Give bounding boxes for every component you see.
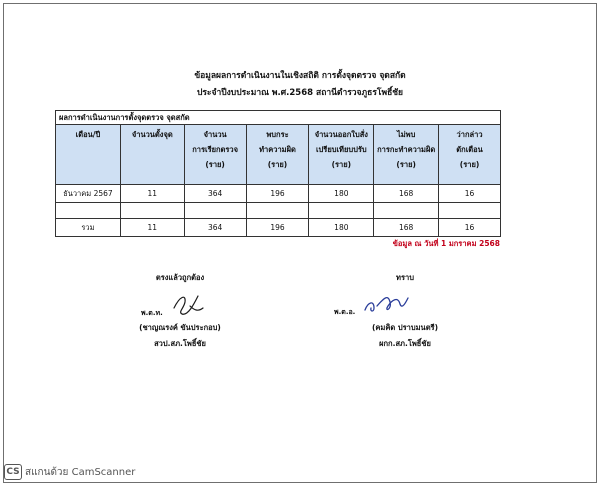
table-cell: 16 [439,185,501,203]
left-handwritten-signature [170,290,208,320]
right-signature-heading: ทราบ [396,273,414,282]
table-cell: 11 [120,219,184,237]
header-offenses-found: พบกระ ทำความผิด (ราย) [246,125,309,185]
table-cell: 168 [374,185,439,203]
table-cell: 196 [246,219,309,237]
table-cell: 180 [309,185,374,203]
table-caption-row [56,111,501,125]
table-empty-row [56,203,501,219]
table-cell: 364 [184,219,246,237]
table-row [56,185,501,203]
table-cell: 180 [309,219,374,237]
header-tickets-issued: จำนวนออกใบสั่ง เปรียบเทียบปรับ (ราย) [309,125,374,185]
right-signature-position: ผกก.สภ.โพธิ์ชัย [379,339,431,348]
camscanner-watermark: สแกนด้วย CamScanner [25,467,136,478]
camscanner-logo-icon: CS [4,464,22,480]
header-inspections: จำนวน การเรียกตรวจ (ราย) [184,125,246,185]
table-cell: 168 [374,219,439,237]
document-title: ข้อมูลผลการดำเนินงานในเชิงสถิติ การตั้งจุดตรวจ จุดสกัด [194,71,406,81]
left-signature-position: สวป.สภ.โพธิ์ชัย [154,339,206,348]
header-checkpoints: จำนวนตั้งจุด [120,125,184,185]
table-cell: ธันวาคม 2567 [56,185,121,203]
statistics-table [55,110,501,237]
table-caption: ผลการดำเนินงานการตั้งจุดตรวจ จุดสกัด [56,111,501,125]
table-cell: รวม [56,219,121,237]
right-signature-name: (คมคิด ปราบมนตรี) [371,323,439,332]
header-warnings: ว่ากล่าว ตักเตือน (ราย) [439,125,501,185]
data-as-of-note: ข้อมูล ณ วันที่ 1 มกราคม 2568 [392,239,500,248]
document-subtitle: ประจำปีงบประมาณ พ.ศ.2568 สถานีตำรวจภูธรโพธิ์ชัย [196,88,404,98]
right-signature-rank: พ.ต.อ. [334,308,356,316]
right-handwritten-signature [362,288,410,318]
table-header-row [56,125,501,185]
left-signature-heading: ตรงแล้วถูกต้อง [155,273,205,282]
table-cell: 196 [246,185,309,203]
table-cell: 364 [184,185,246,203]
header-month: เดือน/ปี [56,125,121,185]
left-signature-name: (ชาญณรงค์ ขันประกอบ) [139,323,221,332]
table-total-row [56,219,501,237]
table-cell: 11 [120,185,184,203]
table-cell: 16 [439,219,501,237]
header-no-offense: ไม่พบ การกะทำความผิด (ราย) [374,125,439,185]
left-signature-rank: พ.ต.ท. [141,309,163,317]
